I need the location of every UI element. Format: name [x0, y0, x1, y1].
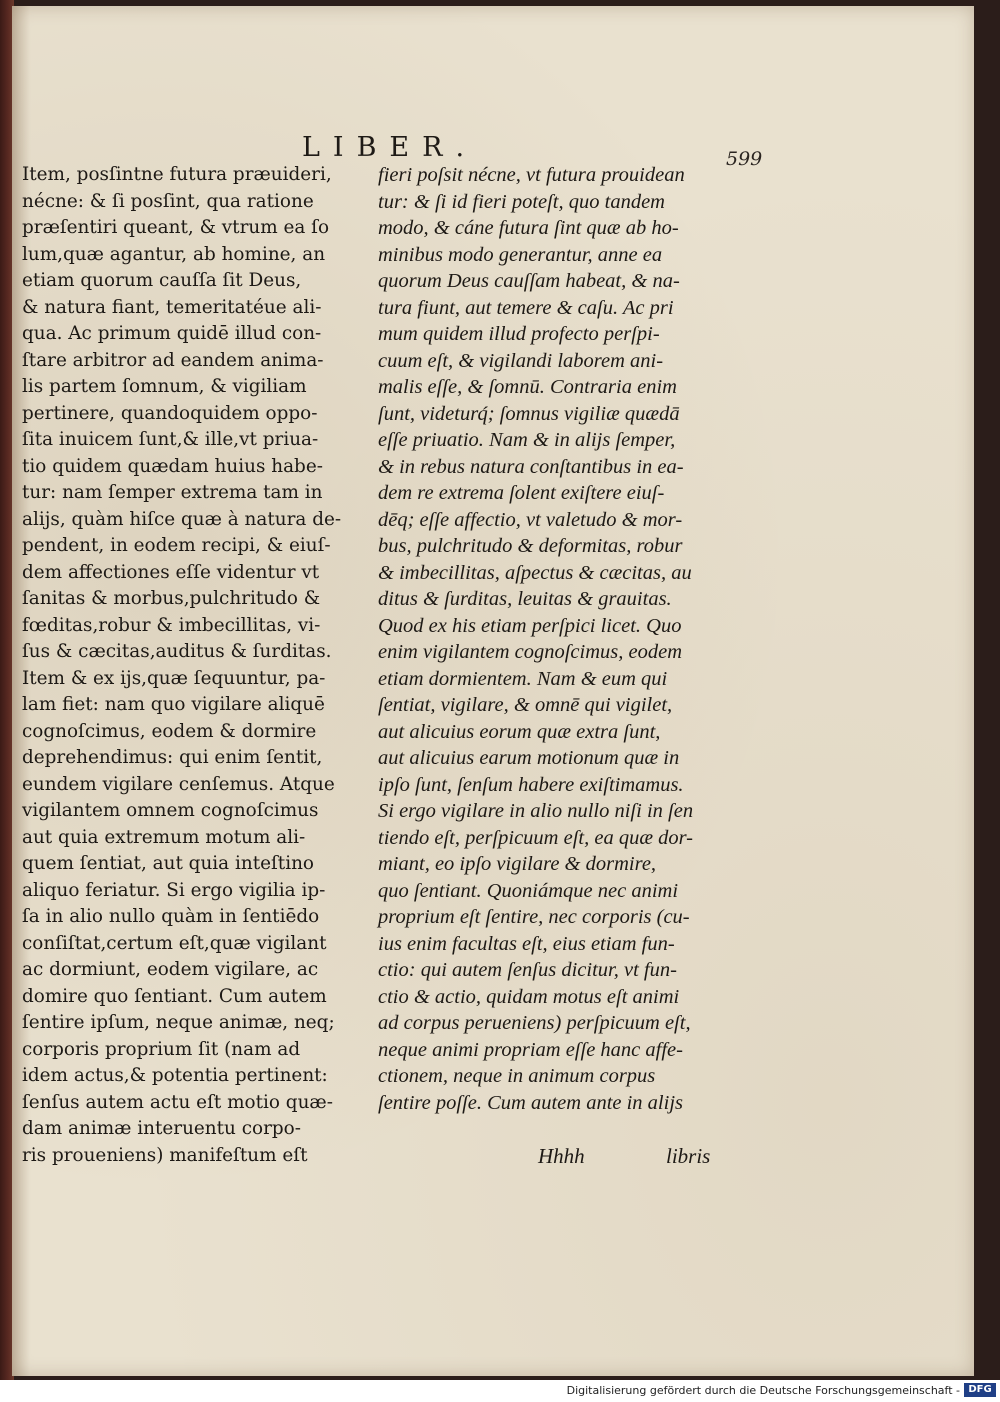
text-line: præſentiri queant, & vtrum ea ſo	[22, 217, 330, 238]
text-line: aut alicuius earum motionum quæ in	[378, 747, 680, 769]
text-line: quo ſentiant. Quoniámque nec animi	[378, 879, 679, 902]
text-line: aut alicuius eorum quæ extra ſunt,	[378, 720, 661, 743]
text-line: ſunt, videturq́; ſomnus vigiliæ quædā	[378, 402, 680, 425]
text-line: ad corpus perueniens) perſpicuum eſt,	[378, 1012, 691, 1034]
left-column-text	[22, 162, 372, 1169]
text-line: ſtare arbitror ad eandem anima-	[22, 349, 324, 371]
text-line: tur: nam ſemper extrema tam in	[22, 482, 323, 503]
text-line: idem actus,& potentia pertinent:	[22, 1065, 328, 1086]
text-line: vigilantem omnem cognoſcimus	[22, 800, 319, 821]
text-line: ctio: qui autem ſenſus dicitur, vt fun-	[378, 959, 677, 981]
text-line: tur: & ſi id fieri poteſt, quo tandem	[378, 190, 665, 213]
text-line: ac dormiunt, eodem vigilare, ac	[22, 959, 319, 980]
text-line: eundem vigilare cenſemus. Atque	[22, 773, 335, 795]
text-line: cognoſcimus, eodem & dormire	[22, 720, 317, 742]
text-line: ſentiat, vigilare, & omnē qui vigilet,	[378, 694, 673, 716]
right-column-text	[378, 162, 718, 1116]
text-line: ius enim facultas eſt, eius etiam fun-	[378, 932, 675, 955]
text-line: Quod ex his etiam perſpici licet. Quo	[378, 614, 682, 637]
catchword: libris	[666, 1144, 711, 1168]
text-line: fieri poſsit nécne, vt futura prouidean	[378, 164, 685, 186]
text-line: ditus & ſurditas, leuitas & grauitas.	[378, 588, 672, 610]
text-line: neque animi propriam eſſe hanc affe-	[378, 1038, 683, 1061]
running-head: LIBER.	[302, 132, 478, 163]
text-line: ſanitas & morbus,pulchritudo &	[22, 588, 321, 609]
text-line: proprium eſt ſentire, nec corporis (cu-	[378, 906, 690, 928]
text-line: conſiſtat,certum eſt,quæ vigilant	[22, 932, 327, 954]
text-line: bus, pulchritudo & deformitas, robur	[378, 535, 683, 557]
text-line: quem ſentiat, aut quia inteſtino	[22, 853, 314, 874]
text-line: & imbecillitas, aſpectus & cæcitas, au	[378, 561, 692, 584]
text-line: miant, eo ipſo vigilare & dormire,	[378, 853, 657, 875]
text-line: etiam quorum cauſſa ſit Deus,	[22, 270, 302, 291]
text-line: cuum eſt, & vigilandi laborem ani-	[378, 349, 664, 372]
text-line: nécne: & ſi posſint, qua ratione	[22, 190, 314, 212]
funding-note: Digitalisierung gefördert durch die Deutsche Forschungsgemeinschaft -	[566, 1384, 960, 1397]
text-line: quorum Deus cauſſam habeat, & na-	[378, 270, 680, 292]
text-line: eſſe priuatio. Nam & in alijs ſemper,	[378, 429, 676, 451]
text-line: enim vigilantem cognoſcimus, eodem	[378, 641, 683, 663]
text-line: aut quia extremum motum ali-	[22, 826, 306, 848]
text-line: dam animæ interuentu corpo-	[22, 1118, 301, 1139]
text-line: ctio & actio, quidam motus eſt animi	[378, 985, 680, 1008]
text-line: ſentire ipſum, neque animæ, neq;	[22, 1012, 335, 1033]
text-line: malis eſſe, & ſomnū. Contraria enim	[378, 376, 677, 398]
text-line: etiam dormientem. Nam & eum qui	[378, 667, 668, 690]
text-line: deprehendimus: qui enim ſentit,	[22, 747, 323, 768]
text-line: & natura fiant, temeritatéue ali-	[22, 296, 322, 318]
text-line: pertinere, quandoquidem oppo-	[22, 402, 318, 424]
page-number: 599	[726, 148, 763, 170]
text-line: ſus & cæcitas,auditus & ſurditas.	[22, 641, 332, 662]
text-line: lis partem ſomnum, & vigiliam	[22, 376, 307, 397]
text-line: Item & ex ijs,quæ ſequuntur, pa-	[22, 667, 326, 689]
text-line: modo, & cáne futura ſint quæ ab ho-	[378, 217, 679, 239]
text-line: tio quidem quædam huius habe-	[22, 455, 323, 477]
text-line: ſa in alio nullo quàm in ſentiēdo	[22, 906, 320, 927]
text-line: Si ergo vigilare in alio nullo niſi in ſen	[378, 800, 694, 822]
signature-mark: Hhhh	[538, 1144, 585, 1168]
text-line: corporis proprium ſit (nam ad	[22, 1038, 301, 1060]
text-line: alijs, quàm hiſce quæ à natura de-	[22, 508, 342, 530]
text-line: fœditas,robur & imbecillitas, vi-	[22, 614, 321, 636]
text-line: mum quidem illud profecto perſpi-	[378, 323, 660, 345]
text-line: ipſo ſunt, ſenſum habere exiſtimamus.	[378, 773, 684, 796]
book-page	[12, 6, 974, 1376]
text-line: ſentire poſſe. Cum autem ante in alijs	[378, 1091, 683, 1114]
text-line: lum,quæ agantur, ab homine, an	[22, 243, 326, 265]
text-line: dem affectiones eſſe videntur vt	[22, 561, 320, 583]
text-line: tiendo eſt, perſpicuum eſt, ea quæ dor-	[378, 826, 694, 849]
text-line: ſita inuicem ſunt,& ille,vt priua-	[22, 429, 319, 450]
text-line: domire quo ſentiant. Cum autem	[22, 985, 327, 1007]
text-line: ris proueniens) manifeſtum eſt	[22, 1144, 308, 1166]
text-line: pendent, in eodem recipi, & eiuſ-	[22, 535, 331, 556]
text-line: dem re extrema ſolent exiſtere eiuſ-	[378, 482, 665, 504]
text-line: dēq; eſſe affectio, vt valetudo & mor-	[378, 508, 683, 531]
text-line: ſenſus autem actu eſt motio quæ-	[22, 1091, 333, 1113]
text-line: Item, posſintne futura præuideri,	[22, 164, 332, 185]
dfg-logo: DFG	[964, 1383, 996, 1397]
text-line: aliquo feriatur. Si ergo vigilia ip-	[22, 879, 326, 901]
text-line: lam fiet: nam quo vigilare aliquē	[22, 694, 325, 715]
text-line: qua. Ac primum quidē illud con-	[22, 323, 322, 344]
text-line: & in rebus natura conſtantibus in ea-	[378, 455, 684, 478]
text-line: minibus modo generantur, anne ea	[378, 243, 663, 266]
text-line: tura fiunt, aut temere & caſu. Ac pri	[378, 296, 674, 319]
text-line: ctionem, neque in animum corpus	[378, 1065, 656, 1087]
